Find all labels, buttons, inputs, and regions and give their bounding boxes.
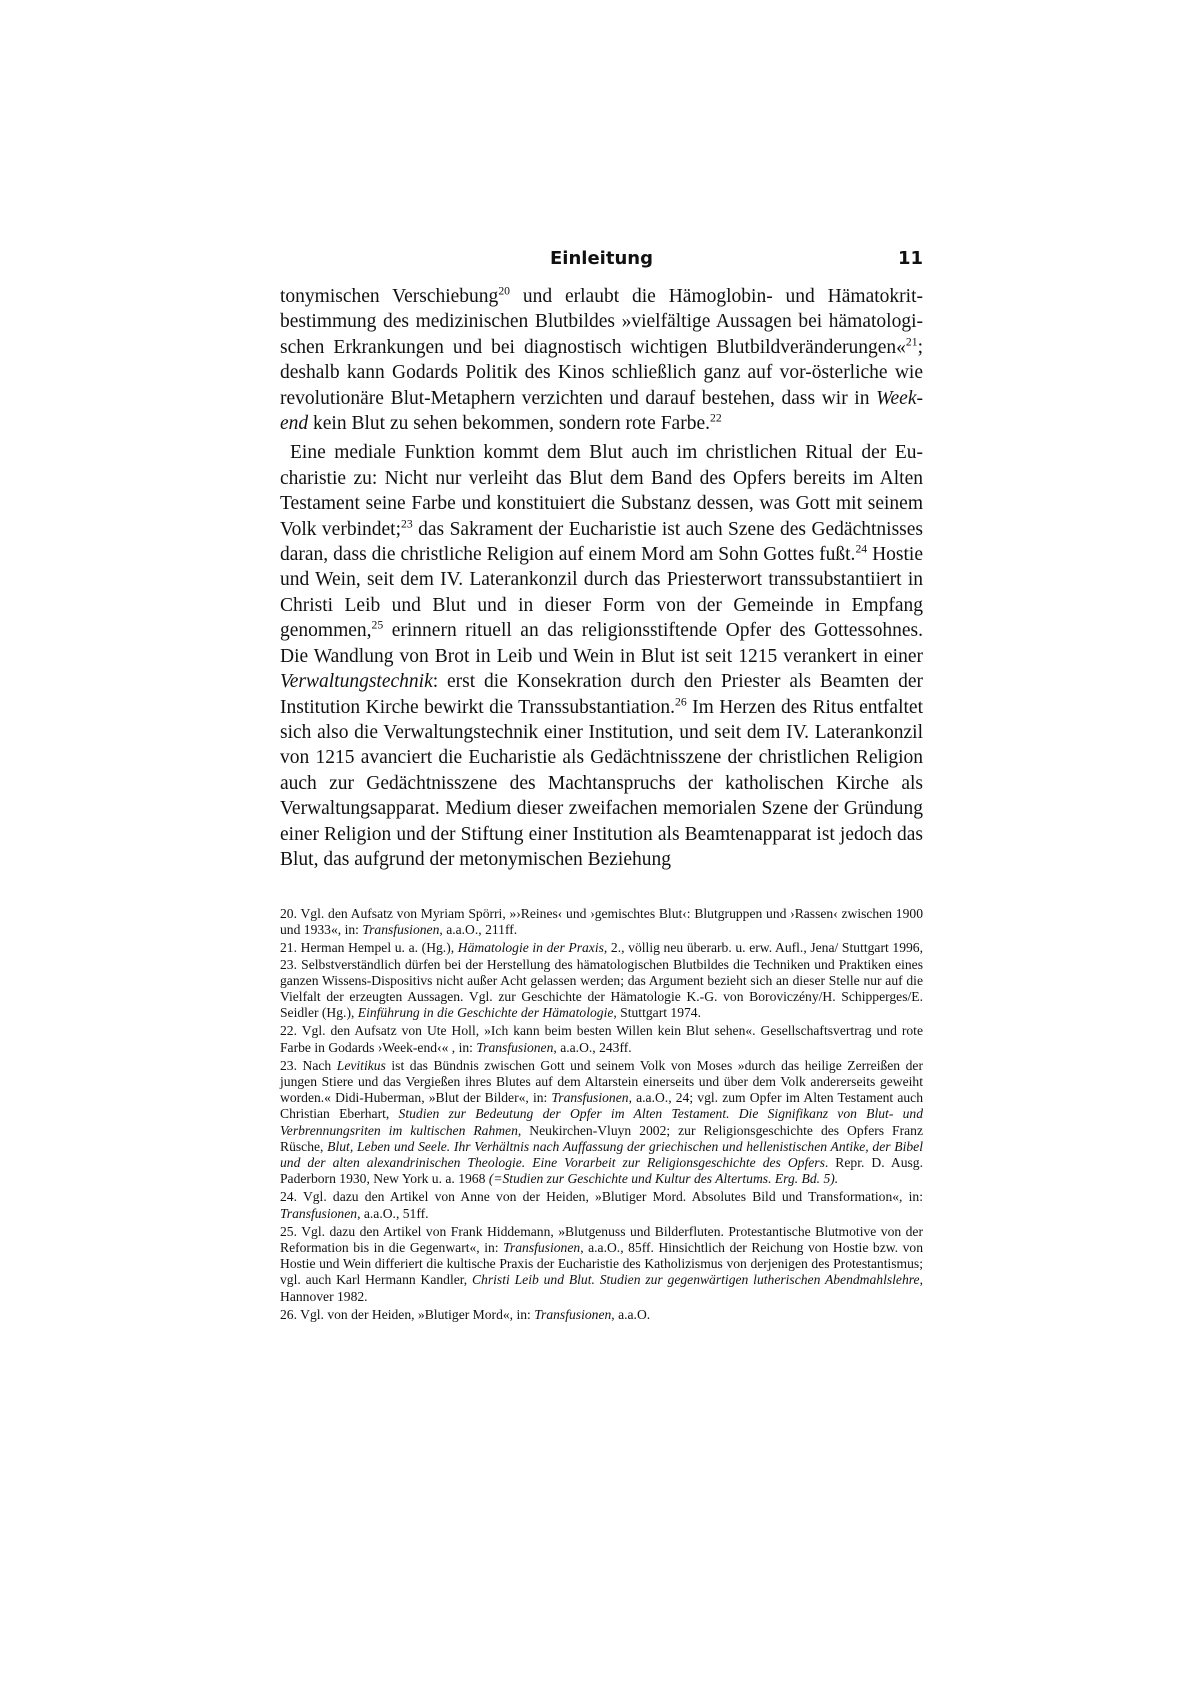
text-run: , a.a.O., 211ff.	[439, 922, 518, 938]
text-run: ; deshalb kann Godards Politik des Kinos schließlich ganz auf vor-österliche wie revolutionäre Blut-Metaphern verzichten und darauf bestehen, dass wir in	[280, 336, 923, 409]
italic-text: Verwaltungstechnik	[280, 671, 433, 693]
footnote	[280, 940, 923, 1021]
footnote	[280, 1023, 923, 1055]
text-run: , a.a.O., 85ff. Hinsichtlich der Reichung von Hostie bzw. von Hostie und Wein differiert die kultische Praxis der Eucharistie des Katholizismus von derjenigen des Protestantismus; vgl. auch Karl Hermann Kandler,	[280, 1240, 923, 1288]
text-run: 25. Vgl. dazu den Artikel von Frank Hiddemann, »Blutgenuss und Bilderfluten. Protestantische Blutmotive von der Reformation bis in die Gegenwart«, in:	[280, 1223, 923, 1256]
footnote-marker: 25	[371, 618, 384, 632]
main-text	[280, 284, 923, 872]
italic-text: Transfusionen	[476, 1039, 554, 1055]
italic-text: Week-end	[280, 387, 923, 435]
italic-text: (=Studien zur Geschichte und Kultur des Altertums. Erg. Bd. 5).	[488, 1171, 839, 1187]
text-run: , Hannover 1982.	[280, 1272, 923, 1304]
text-run: , Stuttgart 1974.	[613, 1005, 701, 1021]
footnote-marker: 22	[709, 411, 722, 425]
text-run: , a.a.O., 24; vgl. zum Opfer im Alten Testament auch Christian Eberhart,	[280, 1090, 924, 1122]
footnote	[280, 906, 923, 938]
text-run: 24. Vgl. dazu den Artikel von Anne von der Heiden, »Blutiger Mord. Absolutes Bild und Transformation«, in:	[280, 1189, 923, 1205]
italic-text: Transfusionen	[534, 1306, 612, 1322]
text-run: ist das Bündnis zwischen Gott und seinem Volk von Moses »durch das heilige Zerreißen der jungen Stiere und das Vergießen ihres Blutes auf dem Altarstein einerseits und über dem Volk andererseits geweiht worden.« Didi-Huberman, »Blut der Bilder«, in:	[280, 1057, 923, 1106]
italic-text: Levitikus	[336, 1057, 386, 1073]
text-run: 21. Herman Hempel u. a. (Hg.),	[280, 940, 458, 956]
footnote	[280, 1189, 923, 1221]
text-run: Eine mediale Funktion kommt dem Blut auch im christlichen Ritual der Eucharistie zu: Nicht nur verleiht das Blut dem Band des Opfers bereits im Alten Testament seine Farbe und konstituiert die Substanz dessen, was Gott mit seinem Volk verbindet;	[280, 442, 923, 540]
footnote-marker: 20	[498, 284, 510, 298]
text-run: 20. Vgl. den Aufsatz von Myriam Spörri, »›Reines‹ und ›gemischtes Blut‹: Blutgruppen und ›Rassen‹ zwischen 1900 und 1933«, in:	[280, 906, 923, 938]
italic-text: Studien zur Bedeutung der Opfer im Alten Testament. Die Signifikanz von Blut- und Verbrennungsriten im kultischen Rahmen	[280, 1106, 923, 1138]
text-run: 22. Vgl. den Aufsatz von Ute Holl, »Ich kann beim besten Willen kein Blut sehen«. Gesellschaftsvertrag und rote Farbe in Godards ›Week-end‹« , in:	[280, 1023, 923, 1055]
italic-text: Blut, Leben und Seele. Ihr Verhältnis nach Auffassung der griechischen und hellenistischen Antike, der Bibel und der alten alexandrinischen Theologie. Eine Vorarbeit zur Religionsgeschichte des Opfers	[280, 1138, 923, 1171]
text-run: Hostie und Wein, seit dem IV. Laterankonzil durch das Priesterwort transsubstantiiert in Christi Leib und Blut und in dieser Form von der Gemeinde in Empfang genommen,	[280, 544, 923, 642]
italic-text: Transfusionen	[362, 922, 440, 938]
footnote-marker: 24	[855, 542, 868, 556]
footnotes	[280, 906, 923, 1325]
italic-text: Einführung in die Geschichte der Hämatologie	[357, 1005, 614, 1021]
text-run: erinnern rituell an das religionsstiftende Opfer des Gottessohnes. Die Wandlung von Brot in Leib und Wein in Blut ist seit 1215 verankert in einer	[280, 620, 923, 667]
text-run: , a.a.O., 243ff.	[553, 1039, 632, 1055]
text-run: und erlaubt die Hämoglobin- und Hämatokritbestimmung des medizinischen Blutbildes »vielfältige Aussagen bei hämatologischen Erkrankungen und bei diagnostisch wichtigen Blutbildveränderungen«	[280, 286, 923, 358]
italic-text: Transfusionen	[503, 1240, 581, 1256]
running-header	[280, 248, 923, 274]
text-run: , a.a.O., 51ff.	[357, 1205, 429, 1221]
text-run: : erst die Konsekration durch den Priester als Beamten der Institution Kirche bewirkt die Transsubstantiation.	[280, 671, 923, 718]
italic-text: Hämatologie in der Praxis	[457, 940, 604, 956]
text-run: das Sakrament der Eucharistie ist auch Szene des Gedächtnisses daran, dass die christliche Religion auf einem Mord am Sohn Gottes fußt.	[280, 518, 924, 566]
footnote	[280, 1224, 923, 1305]
text-run: kein Blut zu sehen bekommen, sondern rote Farbe.	[308, 413, 710, 435]
text-run: . Repr. D. Ausg. Paderborn 1930, New York u. a. 1968	[280, 1155, 923, 1187]
text-run: Im Herzen des Ritus entfaltet sich also die Verwaltungstechnik einer Institution, und seit dem IV. Laterankonzil von 1215 avanciert die Eucharistie als Gedächtnisszene der christlichen Religion auch zur Gedächtnisszene des Machtanspruchs der katholischen Kirche als Verwaltungsapparat. Medium dieser zweifachen memorialen Szene der Gründung einer Religion und der Stiftung einer Institution als Beamtenapparat ist jedoch das Blut, das aufgrund der metonymischen Beziehung	[280, 696, 923, 870]
footnote	[280, 1307, 923, 1323]
italic-text: Transfusionen	[551, 1090, 629, 1106]
italic-text: Transfusionen	[280, 1205, 358, 1221]
footnote-marker: 21	[905, 335, 918, 349]
text-run: , a.a.O.	[611, 1306, 651, 1322]
running-title: Einleitung	[550, 248, 653, 269]
text-run: , 2., völlig neu überarb. u. erw. Aufl., Jena/ Stuttgart 1996, 23. Selbstverständlich dürfen bei der Herstellung des hämatologischen Blutbildes die Techniken und Praktiken eines ganzen Wissens-Dispositivs nicht außer Acht gelassen werden; das Argument bezieht sich an dieser Stelle nur auf die Vielfalt der erzeugten Aussagen. Vgl. zur Geschichte der Hämatologie K.-G. von Boroviczény/H. Schipperges/E. Seidler (Hg.),	[280, 940, 923, 1021]
text-run: tonymischen Verschiebung	[280, 286, 499, 307]
footnote	[280, 1058, 923, 1188]
paragraph-2	[280, 440, 923, 872]
italic-text: Christi Leib und Blut. Studien zur gegenwärtigen lutherischen Abendmahlslehre	[471, 1272, 920, 1288]
page-number: 11	[897, 248, 923, 269]
paragraph-1	[280, 284, 923, 436]
text-run: 26. Vgl. von der Heiden, »Blutiger Mord«, in:	[280, 1306, 535, 1322]
text-run: 23. Nach	[280, 1057, 337, 1073]
text-run: , Neukirchen-Vluyn 2002; zur Religionsgeschichte des Opfers Franz Rüsche,	[280, 1122, 923, 1154]
footnote-marker: 23	[401, 517, 413, 531]
footnote-marker: 26	[675, 695, 687, 708]
